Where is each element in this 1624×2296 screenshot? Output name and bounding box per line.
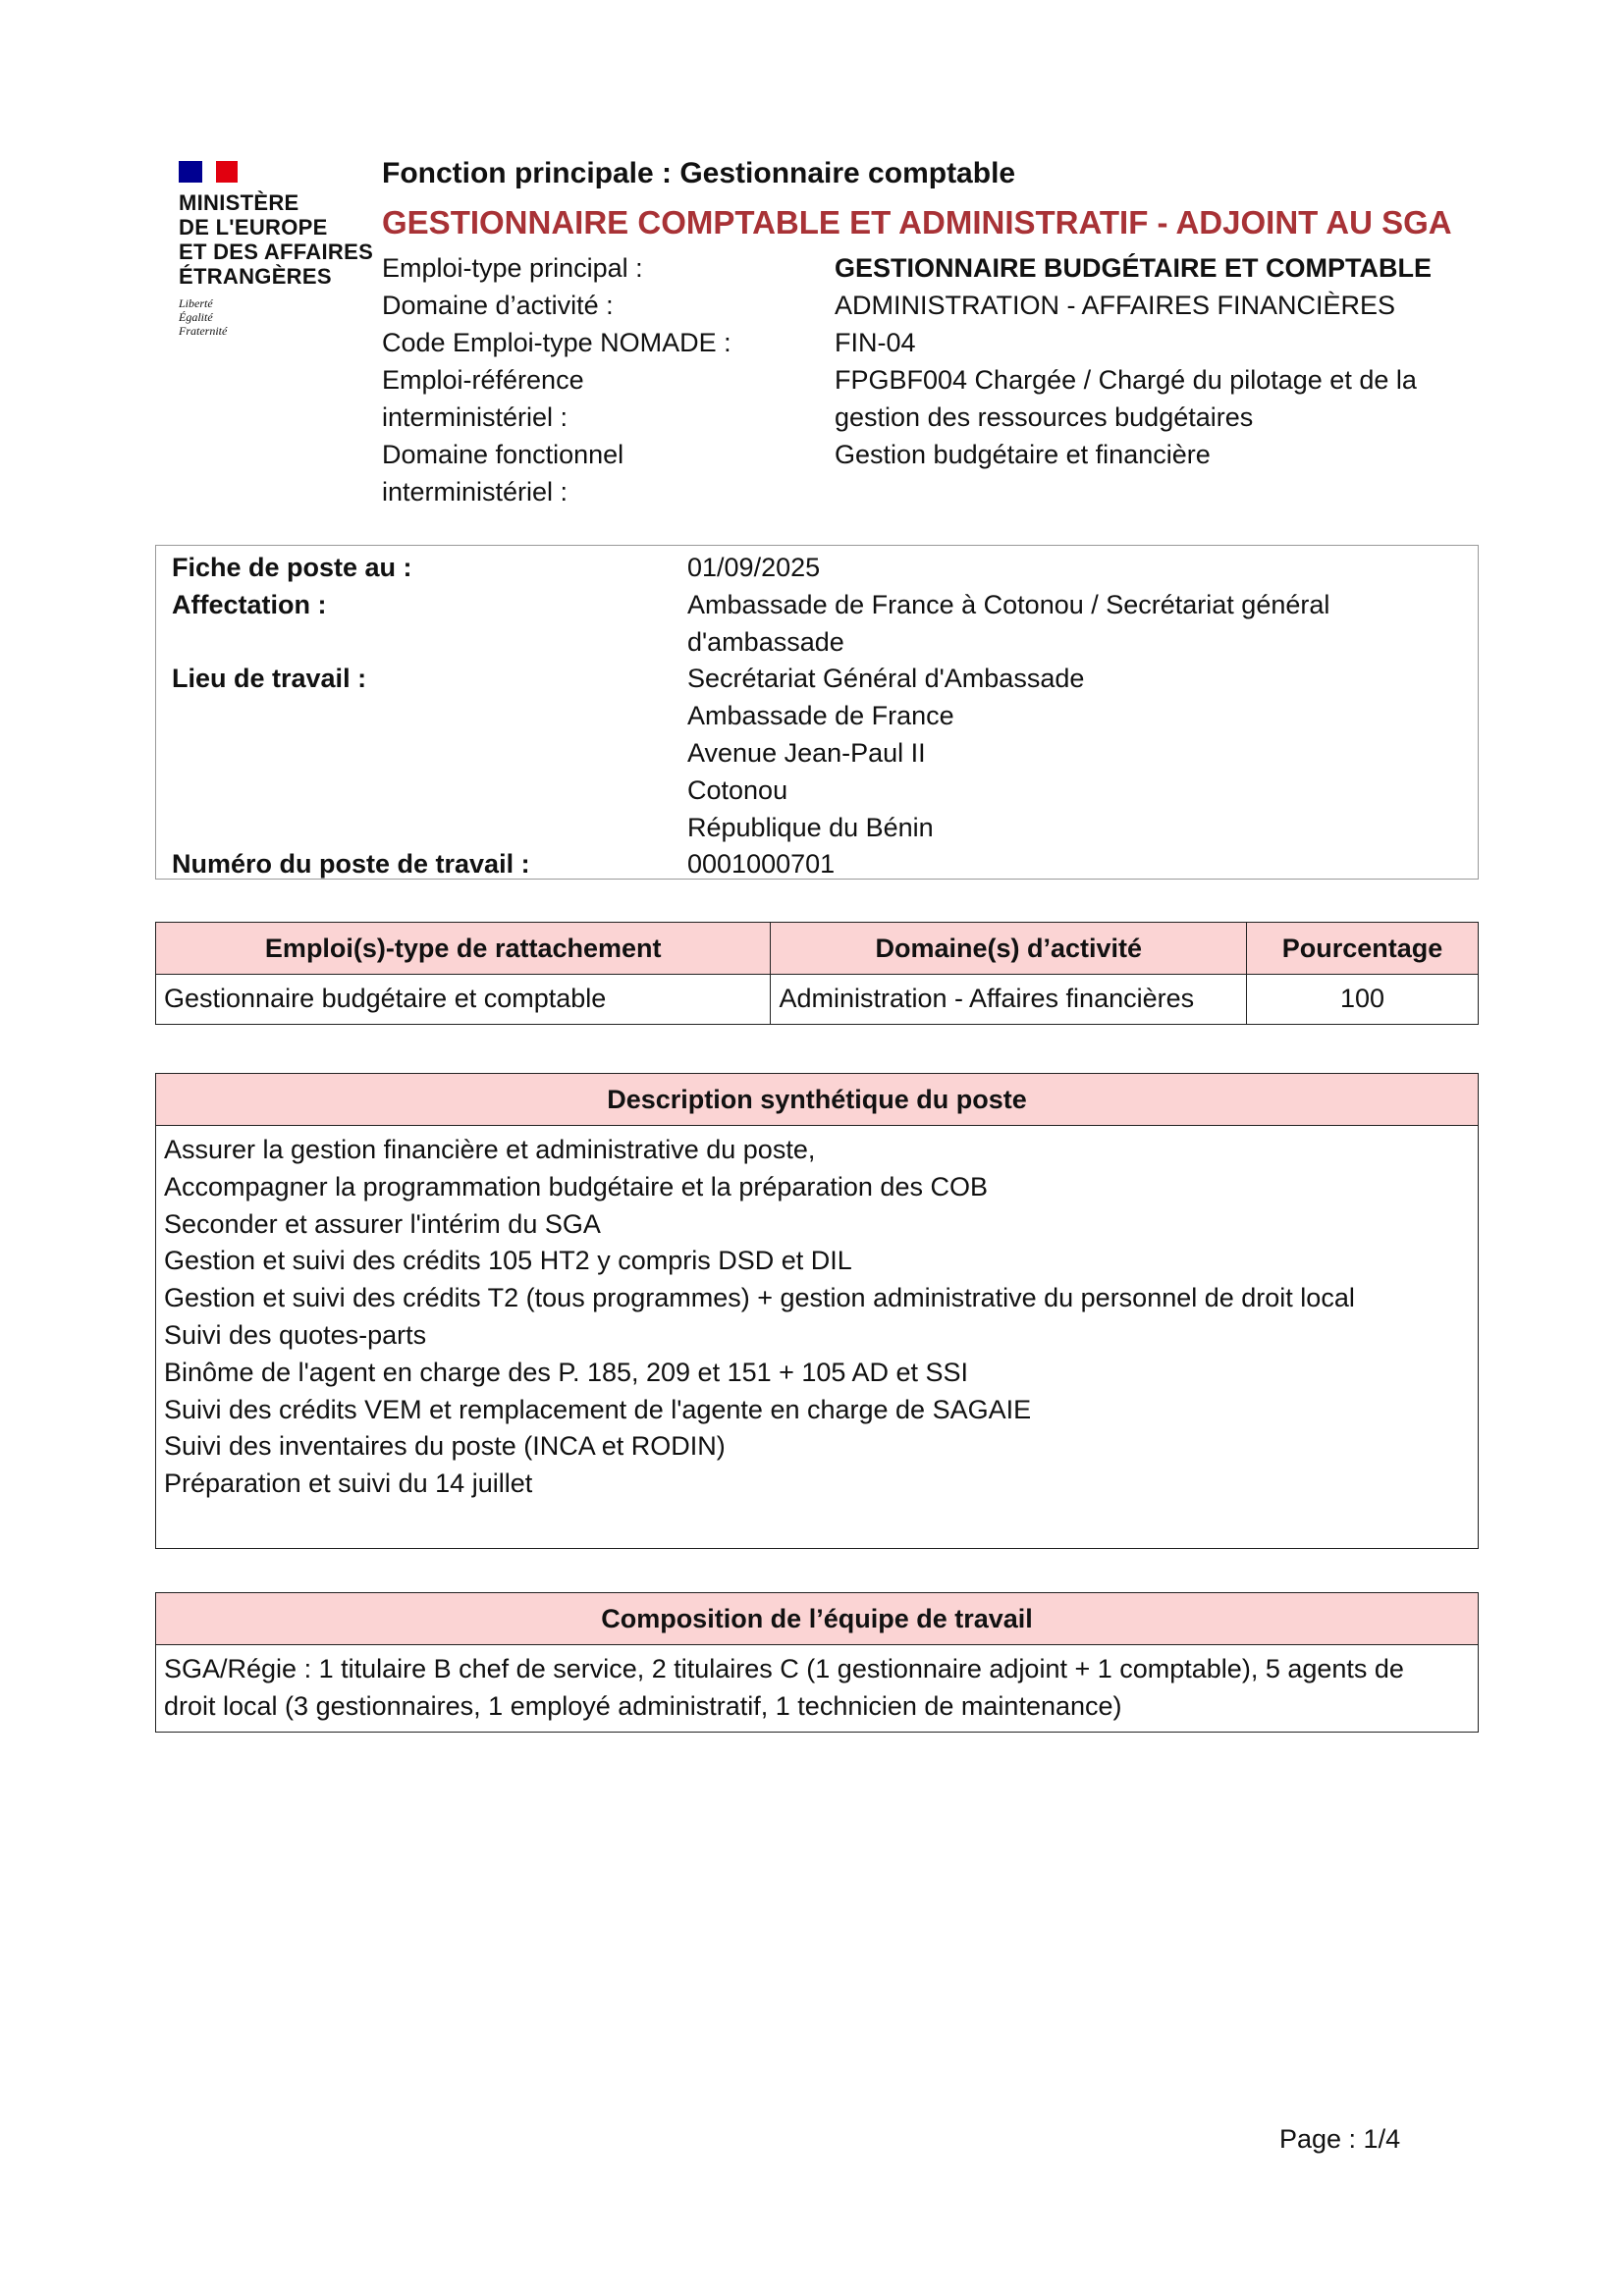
table-header: Emploi(s)-type de rattachement <box>156 923 771 975</box>
logo-line: MINISTÈRE <box>179 190 299 215</box>
date-label: Fiche de poste au : <box>172 553 412 582</box>
flag-icon <box>179 161 238 183</box>
meta-label: Emploi-référence <box>382 365 584 395</box>
description-line: Assurer la gestion financière et administrative du poste, <box>164 1135 816 1164</box>
lieu-label: Lieu de travail : <box>172 664 367 694</box>
post-info-box <box>155 545 1479 880</box>
affectation-line: d'ambassade <box>687 626 844 657</box>
description-line: Binôme de l'agent en charge des P. 185, 209 et 151 + 105 AD et SSI <box>164 1357 969 1387</box>
meta-value: ADMINISTRATION - AFFAIRES FINANCIÈRES <box>835 291 1396 320</box>
meta-value: FIN-04 <box>835 328 916 357</box>
date-value: 01/09/2025 <box>687 553 821 582</box>
meta-value: FPGBF004 Chargée / Chargé du pilotage et de la <box>835 365 1417 395</box>
meta-label: Emploi-type principal : <box>382 253 643 283</box>
meta-row <box>382 324 1442 361</box>
table-row <box>156 975 1479 1025</box>
function-title: Fonction principale : Gestionnaire comptable <box>382 157 1016 189</box>
equipe-line: droit local (3 gestionnaires, 1 employé administratif, 1 technicien de maintenance) <box>164 1690 1122 1721</box>
description-line: Accompagner la programmation budgétaire et la préparation des COB <box>164 1171 988 1201</box>
logo-line: ÉTRANGÈRES <box>179 264 332 289</box>
meta-value: GESTIONNAIRE BUDGÉTAIRE ET COMPTABLE <box>835 253 1433 283</box>
lieu-line: Cotonou <box>687 774 788 805</box>
meta-label: interministériel : <box>382 477 568 507</box>
lieu-line: Ambassade de France <box>687 701 954 731</box>
job-title: GESTIONNAIRE COMPTABLE ET ADMINISTRATIF - ADJOINT AU SGA <box>382 204 1452 240</box>
meta-row <box>382 399 1442 436</box>
meta-label: interministériel : <box>382 402 568 432</box>
meta-row <box>382 361 1442 399</box>
description-line: Préparation et suivi du 14 juillet <box>164 1468 533 1499</box>
table-header: Description synthétique du poste <box>156 1074 1479 1126</box>
affectation-label: Affectation : <box>172 589 327 619</box>
meta-row <box>382 473 1442 510</box>
lieu-line: République du Bénin <box>687 812 934 842</box>
meta-row <box>382 436 1442 473</box>
meta-label: Code Emploi-type NOMADE : <box>382 328 731 357</box>
affectation-line: Ambassade de France à Cotonou / Secrétariat général <box>687 589 1330 619</box>
table-cell: Gestionnaire budgétaire et comptable <box>156 975 771 1025</box>
description-line: Suivi des crédits VEM et remplacement de l'agente en charge de SAGAIE <box>164 1394 1032 1424</box>
description-table <box>155 1073 1479 1549</box>
meta-value: Gestion budgétaire et financière <box>835 440 1211 469</box>
rattachement-table <box>155 922 1479 1025</box>
numero-label: Numéro du poste de travail : <box>172 849 530 880</box>
meta-row <box>382 249 1442 287</box>
ministry-logo <box>179 161 375 338</box>
equipe-cell <box>156 1645 1479 1733</box>
lieu-line: Avenue Jean-Paul II <box>687 737 926 768</box>
numero-value: 0001000701 <box>687 849 836 880</box>
meta-label: Domaine d’activité : <box>382 291 614 320</box>
meta-label: Domaine fonctionnel <box>382 440 624 469</box>
logo-line: DE L'EUROPE <box>179 215 328 240</box>
table-cell: 100 <box>1247 975 1479 1025</box>
table-header: Composition de l’équipe de travail <box>156 1593 1479 1645</box>
description-line: Gestion et suivi des crédits 105 HT2 y compris DSD et DIL <box>164 1246 852 1276</box>
motto-line: Liberté <box>179 296 213 310</box>
table-cell: Administration - Affaires financières <box>771 975 1247 1025</box>
description-line: Gestion et suivi des crédits T2 (tous programmes) + gestion administrative du personnel de droit local <box>164 1283 1355 1313</box>
meta-value <box>835 473 1434 510</box>
equipe-table <box>155 1592 1479 1733</box>
page-number: Page : 1/4 <box>1279 2124 1401 2154</box>
lieu-line: Secrétariat Général d'Ambassade <box>687 664 1085 694</box>
description-line: Suivi des inventaires du poste (INCA et RODIN) <box>164 1431 726 1462</box>
motto-line: Égalité <box>179 310 213 324</box>
motto-line: Fraternité <box>179 324 228 338</box>
logo-line: ET DES AFFAIRES <box>179 240 374 264</box>
description-line: Suivi des quotes-parts <box>164 1319 427 1350</box>
equipe-line: SGA/Régie : 1 titulaire B chef de service, 2 titulaires C (1 gestionnaire adjoint + 1 comptable), 5 agents de <box>164 1654 1404 1683</box>
table-header: Pourcentage <box>1247 923 1479 975</box>
meta-value: gestion des ressources budgétaires <box>835 402 1254 432</box>
table-header: Domaine(s) d’activité <box>771 923 1247 975</box>
description-cell <box>156 1126 1479 1549</box>
meta-row <box>382 287 1442 324</box>
description-line: Seconder et assurer l'intérim du SGA <box>164 1208 601 1239</box>
job-metadata <box>382 249 1442 510</box>
